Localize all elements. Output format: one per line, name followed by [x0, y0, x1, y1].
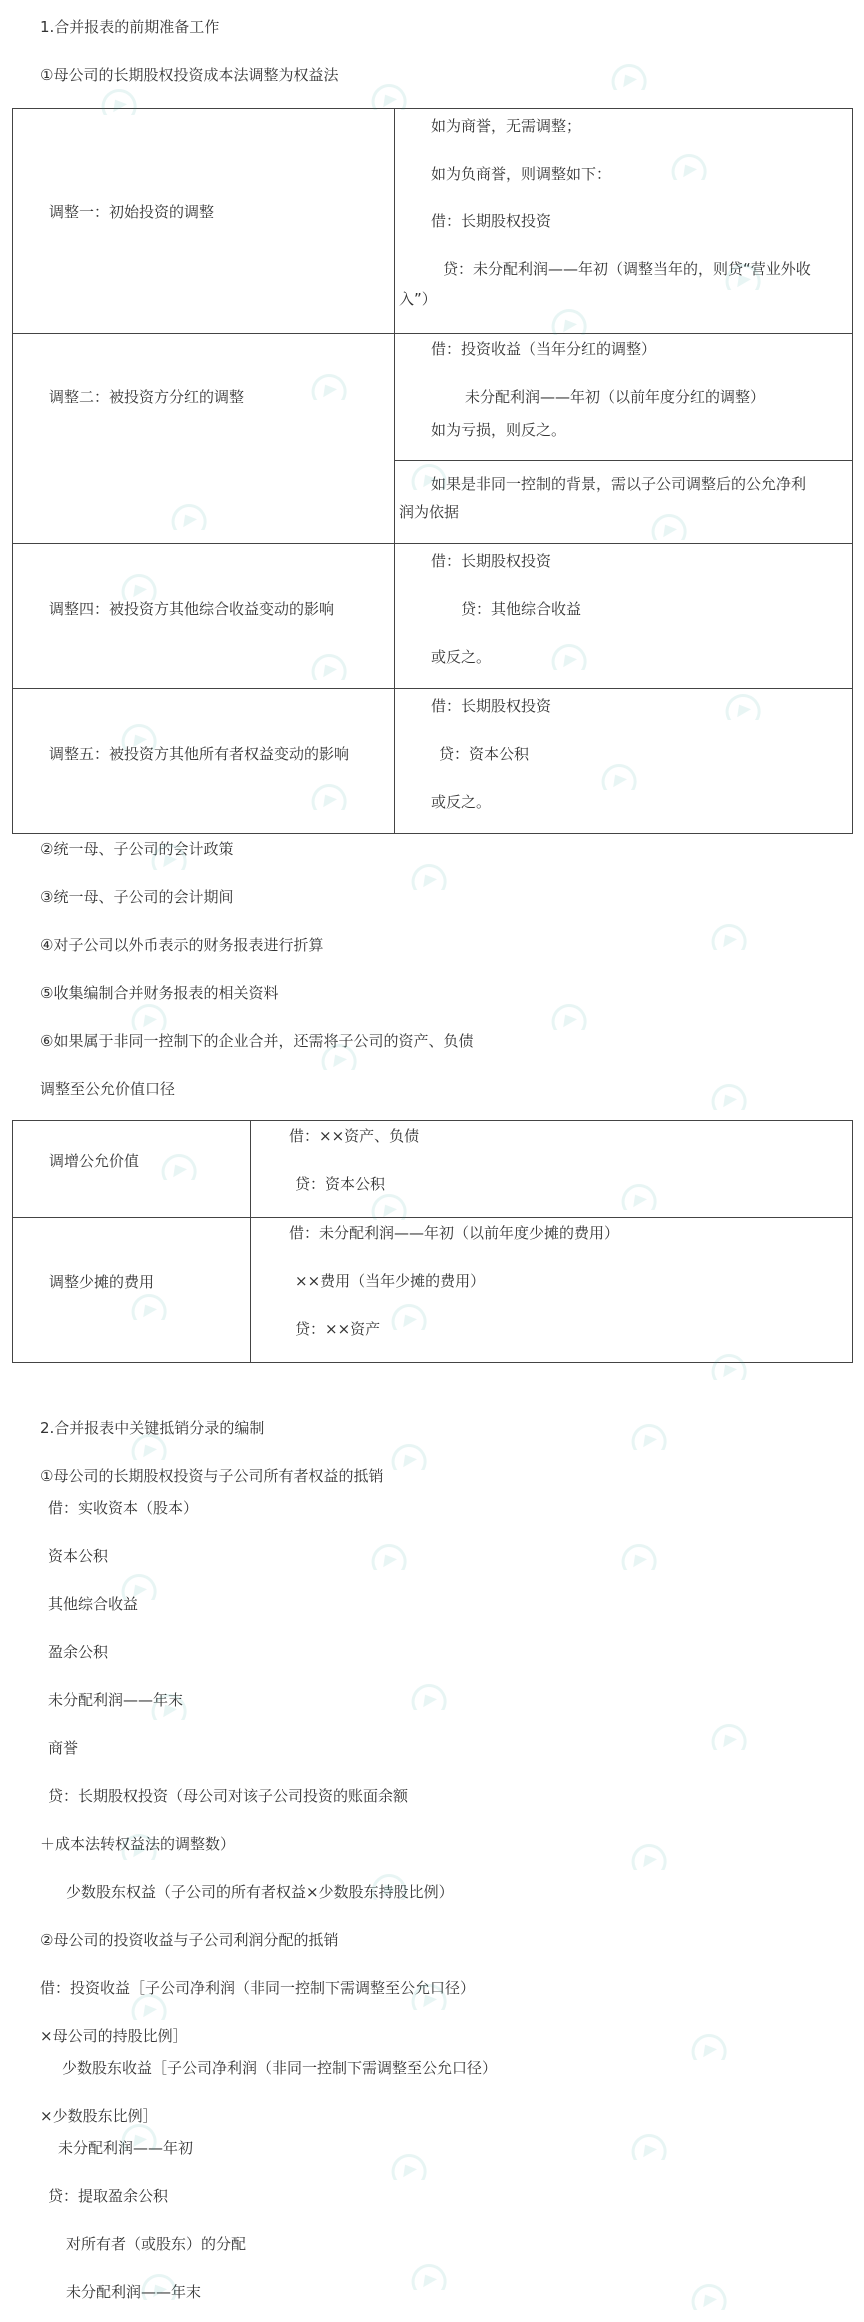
- entry-line: 贷：其他综合收益: [461, 600, 582, 618]
- chinaacc-logo-icon: [360, 1500, 510, 1570]
- entry-line: 贷：××资产: [295, 1320, 381, 1338]
- row-label: 调整四：被投资方其他综合收益变动的影响: [49, 600, 335, 618]
- chinaacc-logo-icon: [700, 1680, 850, 1750]
- entry-line: 借：投资收益［子公司净利润（非同一控制下需调整至公允口径）: [40, 1979, 476, 1997]
- chinaacc-logo-icon: [400, 1640, 550, 1710]
- entry-line: 贷：提取盈余公积: [48, 2187, 169, 2205]
- watermark-logo: [680, 2240, 830, 2310]
- table-cell: [13, 1218, 251, 1363]
- entry-line: 少数股东收益［子公司净利润（非同一控制下需调整至公允口径）: [62, 2059, 498, 2077]
- section1-item6: ⑥如果属于非同一控制下的企业合并，还需将子公司的资产、负债: [40, 1032, 474, 1050]
- entry-line: 盈余公积: [48, 1643, 109, 1661]
- table-cell: [395, 109, 853, 334]
- table-fair-value-adjustment: [12, 1120, 853, 1363]
- chinaacc-logo-icon: [700, 1040, 850, 1110]
- entry-line: 其他综合收益: [48, 1595, 139, 1613]
- watermark-logo: [620, 2090, 770, 2160]
- chinaacc-logo-icon: [610, 1500, 760, 1570]
- chinaacc-logo-icon: [380, 2110, 530, 2180]
- section2-item1: ①母公司的长期股权投资与子公司所有者权益的抵销: [40, 1467, 384, 1485]
- table-cell: [251, 1218, 853, 1363]
- watermark-logo: [610, 1500, 760, 1570]
- row-label: 调整二：被投资方分红的调整: [49, 388, 245, 406]
- chinaacc-logo-icon: [380, 1400, 530, 1470]
- table-row: [13, 1218, 853, 1363]
- section1-item3: ③统一母、子公司的会计期间: [40, 888, 234, 906]
- entry-line: 少数股东权益（子公司的所有者权益×少数股东持股比例）: [66, 1883, 454, 1901]
- watermark-logo: [620, 1380, 770, 1450]
- table-cell: [13, 1121, 251, 1218]
- entry-line: 借：长期股权投资: [431, 212, 552, 230]
- table-row: [13, 689, 853, 834]
- entry-line: 借：××资产、负债: [289, 1127, 420, 1145]
- table-cell: [13, 689, 395, 834]
- chinaacc-logo-icon: [360, 40, 510, 110]
- entry-line: ＋成本法转权益法的调整数）: [40, 1835, 236, 1853]
- section2-title: 2.合并报表中关键抵销分录的编制: [40, 1419, 265, 1437]
- watermark-logo: [400, 2220, 550, 2290]
- entry-line: 借：实收资本（股本）: [48, 1499, 199, 1517]
- watermark-logo: [110, 1530, 260, 1600]
- entry-line: 如为亏损，则反之。: [431, 421, 567, 439]
- section1-item4: ④对子公司以外币表示的财务报表进行折算: [40, 936, 324, 954]
- entry-line: 贷：资本公积: [295, 1175, 386, 1193]
- entry-line: 如为商誉，无需调整；: [431, 117, 582, 135]
- watermark-logo: [360, 1500, 510, 1570]
- entry-line: 贷：资本公积: [439, 745, 530, 763]
- table-cell: [395, 689, 853, 834]
- chinaacc-logo-icon: [400, 2220, 550, 2290]
- watermark-logo: [680, 1990, 830, 2060]
- table-row: [13, 334, 853, 544]
- chinaacc-logo-icon: [600, 20, 750, 90]
- entry-line: 如果是非同一控制的背景，需以子公司调整后的公允净利: [431, 475, 807, 493]
- chinaacc-logo-icon: [620, 1380, 770, 1450]
- entry-line: 或反之。: [431, 793, 492, 811]
- entry-line: 或反之。: [431, 648, 492, 666]
- watermark-logo: [700, 880, 850, 950]
- section1-item1: ①母公司的长期股权投资成本法调整为权益法: [40, 66, 339, 84]
- watermark-logo: [600, 20, 750, 90]
- entry-line: 借：长期股权投资: [431, 697, 552, 715]
- watermark-logo: [540, 960, 690, 1030]
- entry-line: 未分配利润——年末: [48, 1691, 184, 1709]
- entry-line: 借：未分配利润——年初（以前年度少摊的费用）: [289, 1224, 620, 1242]
- section1-item5: ⑤收集编制合并财务报表的相关资料: [40, 984, 279, 1002]
- entry-line: 借：长期股权投资: [431, 552, 552, 570]
- entry-line: ××费用（当年少摊的费用）: [295, 1272, 486, 1290]
- table-cell: [251, 1121, 853, 1218]
- chinaacc-logo-icon: [700, 880, 850, 950]
- entry-line: 未分配利润——年末: [66, 2283, 202, 2301]
- chinaacc-logo-icon: [110, 1530, 260, 1600]
- table-cell: [13, 544, 395, 689]
- chinaacc-logo-icon: [620, 2090, 770, 2160]
- table-cell: [395, 544, 853, 689]
- table-row: [13, 544, 853, 689]
- watermark-logo: [700, 1680, 850, 1750]
- watermark-logo: [400, 1940, 550, 2010]
- entry-line: 润为依据: [399, 503, 460, 521]
- table-cell: [13, 109, 395, 334]
- row-label: 调整一：初始投资的调整: [49, 203, 215, 221]
- chinaacc-logo-icon: [620, 1800, 770, 1870]
- chinaacc-logo-icon: [400, 1940, 550, 2010]
- row-label: 调整五：被投资方其他所有者权益变动的影响: [49, 745, 350, 763]
- watermark-logo: [360, 40, 510, 110]
- entry-line: 对所有者（或股东）的分配: [66, 2235, 247, 2253]
- section1-title: 1.合并报表的前期准备工作: [40, 18, 220, 36]
- entry-line: ×少数股东比例］: [40, 2107, 158, 2125]
- watermark-logo: [380, 1400, 530, 1470]
- entry-line: 借：投资收益（当年分红的调整）: [431, 340, 657, 358]
- entry-line: 资本公积: [48, 1547, 109, 1565]
- table-row: [13, 109, 853, 334]
- watermark-logo: [620, 1800, 770, 1870]
- entry-line: 如为负商誉，则调整如下：: [431, 165, 612, 183]
- table-cell: [13, 334, 395, 544]
- section1-item6-continued: 调整至公允价值口径: [40, 1080, 176, 1098]
- entry-line: 未分配利润——年初: [58, 2139, 194, 2157]
- entry-line: 入”）: [399, 290, 437, 308]
- watermark-logo: [700, 1040, 850, 1110]
- table-cell: [395, 334, 853, 544]
- entry-line: ×母公司的持股比例］: [40, 2027, 188, 2045]
- entry-line: 贷：未分配利润——年初（调整当年的，则贷“营业外收: [443, 260, 811, 278]
- entry-line: 贷：长期股权投资（母公司对该子公司投资的账面余额: [48, 1787, 409, 1805]
- section1-item2: ②统一母、子公司的会计政策: [40, 840, 234, 858]
- chinaacc-logo-icon: [540, 960, 690, 1030]
- watermark-logo: [380, 2110, 530, 2180]
- watermark-logo: [400, 1640, 550, 1710]
- chinaacc-logo-icon: [680, 1990, 830, 2060]
- entry-line: 商誉: [48, 1739, 79, 1757]
- row-label: 调增公允价值: [49, 1152, 140, 1170]
- chinaacc-logo-icon: [680, 2240, 830, 2310]
- table-equity-adjustment: [12, 108, 853, 834]
- entry-line: 未分配利润——年初（以前年度分红的调整）: [465, 388, 766, 406]
- row-label: 调整少摊的费用: [49, 1273, 155, 1291]
- section2-item2: ②母公司的投资收益与子公司利润分配的抵销: [40, 1931, 339, 1949]
- table-row: [13, 1121, 853, 1218]
